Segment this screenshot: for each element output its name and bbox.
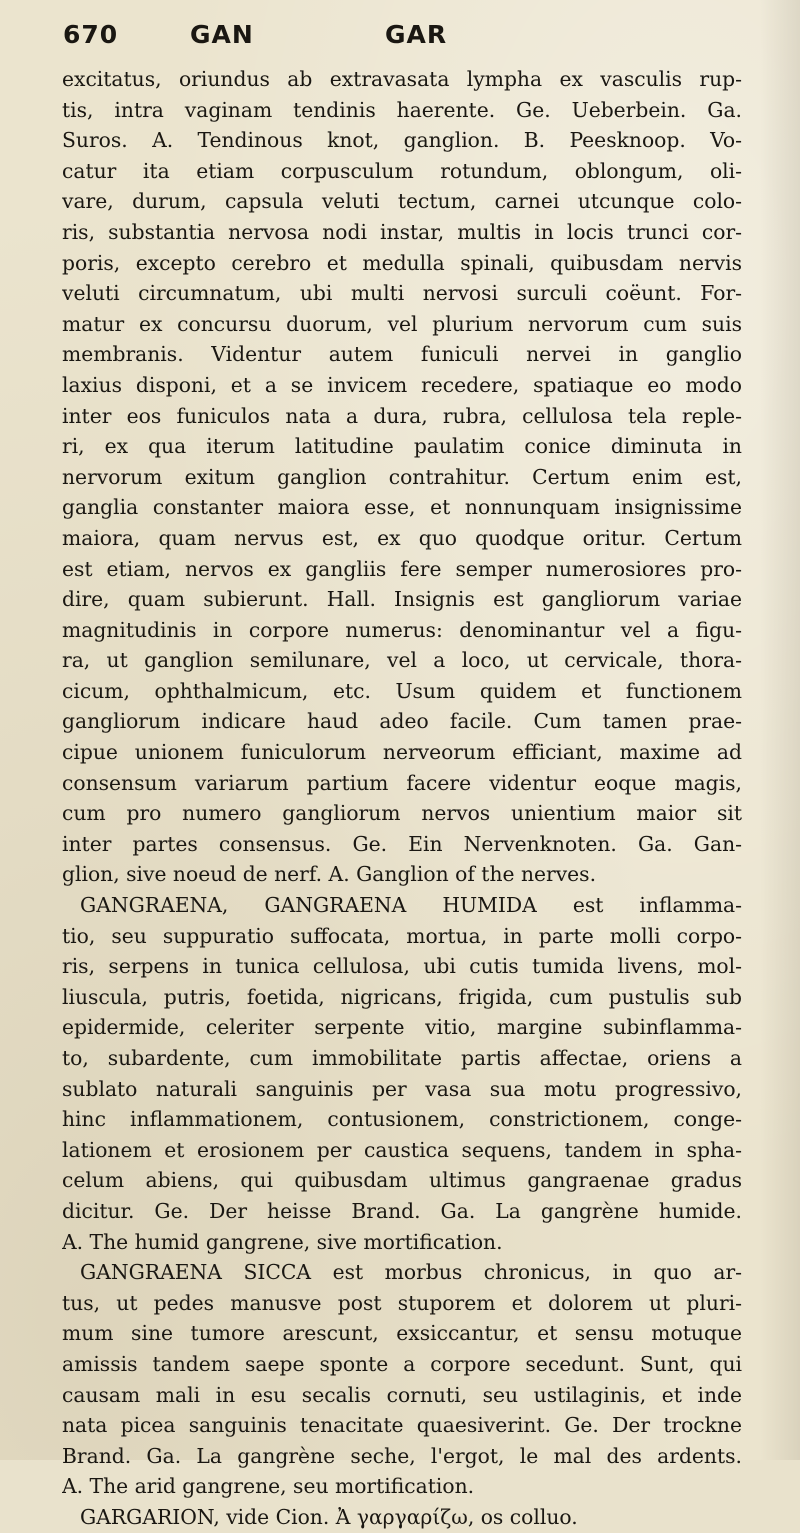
text-line: Brand. Ga. La gangrène seche, l'ergot, le mal des ardents. <box>62 1443 742 1468</box>
text-line: lationem et erosionem per caustica sequens, tandem in spha- <box>62 1137 742 1162</box>
text-line: nata picea sanguinis tenacitate quaesiverint. Ge. Der trockne <box>62 1413 742 1438</box>
text-line: GARGARION, vide Cion. Ἀ γαργαρίζω, os colluo. <box>80 1504 578 1529</box>
text-line: excitatus, oriundus ab extravasata lympha ex vasculis rup- <box>62 67 742 91</box>
text-line: tio, seu suppuratio suffocata, mortua, in parte molli corpo- <box>62 923 742 948</box>
text-line: vare, durum, capsula veluti tectum, carnei utcunque colo- <box>62 189 742 214</box>
text-line: liuscula, putris, foetida, nigricans, frigida, cum pustulis sub <box>62 984 742 1009</box>
text-line: cicum, ophthalmicum, etc. Usum quidem et functionem <box>62 678 742 703</box>
text-line: membranis. Videntur autem funiculi nervei in ganglio <box>62 342 742 367</box>
text-line: ra, ut ganglion semilunare, vel a loco, ut cervicale, thora- <box>62 648 742 673</box>
running-header <box>60 20 740 60</box>
text-line: ris, serpens in tunica cellulosa, ubi cutis tumida livens, mol- <box>62 954 742 979</box>
text-line: cum pro numero gangliorum nervos unientium maior sit <box>62 801 742 826</box>
page-number: 670 <box>63 20 119 49</box>
text-line: veluti circumnatum, ubi multi nervosi surculi coëunt. For- <box>62 281 742 306</box>
text-line: est etiam, nervos ex gangliis fere semper numerosiores pro- <box>62 556 742 581</box>
text-line: amissis tandem saepe sponte a corpore secedunt. Sunt, qui <box>62 1351 742 1376</box>
text-line: Suros. A. Tendinous knot, ganglion. B. Peesknoop. Vo- <box>62 128 742 153</box>
text-line: celum abiens, qui quibusdam ultimus gangraenae gradus <box>62 1168 742 1193</box>
text-line: consensum variarum partium facere videntur eoque magis, <box>62 770 742 795</box>
text-line: to, subardente, cum immobilitate partis affectae, oriens a <box>62 1046 742 1070</box>
text-line: A. The arid gangrene, seu mortification. <box>62 1474 475 1499</box>
text-line: gangliorum indicare haud adeo facile. Cum tamen prae- <box>62 709 742 734</box>
text-line: A. The humid gangrene, sive mortification. <box>62 1229 503 1254</box>
text-line: poris, excepto cerebro et medulla spinali, quibusdam nervis <box>62 250 742 275</box>
text-line: glion, sive noeud de nerf. A. Ganglion of the nerves. <box>62 862 597 887</box>
text-line: dire, quam subierunt. Hall. Insignis est gangliorum variae <box>62 587 742 612</box>
text-line: catur ita etiam corpusculum rotundum, oblongum, oli- <box>62 158 742 183</box>
text-line: causam mali in esu secalis cornuti, seu ustilaginis, et inde <box>62 1382 742 1407</box>
text-line: ris, substantia nervosa nodi instar, multis in locis trunci cor- <box>62 219 742 244</box>
text-line: matur ex concursu duorum, vel plurium nervorum cum suis <box>62 311 742 336</box>
text-line: magnitudinis in corpore numerus: denominantur vel a figu- <box>62 617 742 642</box>
text-line: mum sine tumore arescunt, exsiccantur, et sensu motuque <box>62 1321 742 1346</box>
text-line: cipue unionem funiculorum nerveorum efficiant, maxime ad <box>62 740 742 765</box>
text-line: inter eos funiculos nata a dura, rubra, cellulosa tela reple- <box>62 403 742 428</box>
text-line: tus, ut pedes manusve post stuporem et dolorem ut pluri- <box>62 1290 742 1315</box>
text-line: maiora, quam nervus est, ex quo quodque oritur. Certum <box>62 525 742 550</box>
text-line: epidermide, celeriter serpente vitio, margine subinflamma- <box>62 1015 742 1040</box>
page-edge-shadow <box>760 0 800 1460</box>
text-line: inter partes consensus. Ge. Ein Nervenknoten. Ga. Gan- <box>62 831 742 856</box>
running-head-left: GAN <box>190 20 254 49</box>
dictionary-text-column <box>62 64 742 1533</box>
text-line: nervorum exitum ganglion contrahitur. Certum enim est, <box>62 464 742 489</box>
text-line: tis, intra vaginam tendinis haerente. Ge. Ueberbein. Ga. <box>62 97 742 122</box>
running-head-right: GAR <box>385 20 448 49</box>
text-line: laxius disponi, et a se invicem recedere, spatiaque eo modo <box>62 372 742 397</box>
text-line: GANGRAENA, GANGRAENA HUMIDA est inflamma- <box>80 893 742 918</box>
text-line: sublato naturali sanguinis per vasa sua motu progressivo, <box>62 1076 742 1101</box>
text-line: hinc inflammationem, contusionem, constrictionem, conge- <box>62 1107 742 1132</box>
text-line: GANGRAENA SICCA est morbus chronicus, in quo ar- <box>80 1260 742 1285</box>
text-line: ganglia constanter maiora esse, et nonnunquam insignissime <box>62 495 742 520</box>
text-line: dicitur. Ge. Der heisse Brand. Ga. La gangrène humide. <box>62 1198 742 1223</box>
text-line: ri, ex qua iterum latitudine paulatim conice diminuta in <box>62 434 742 459</box>
